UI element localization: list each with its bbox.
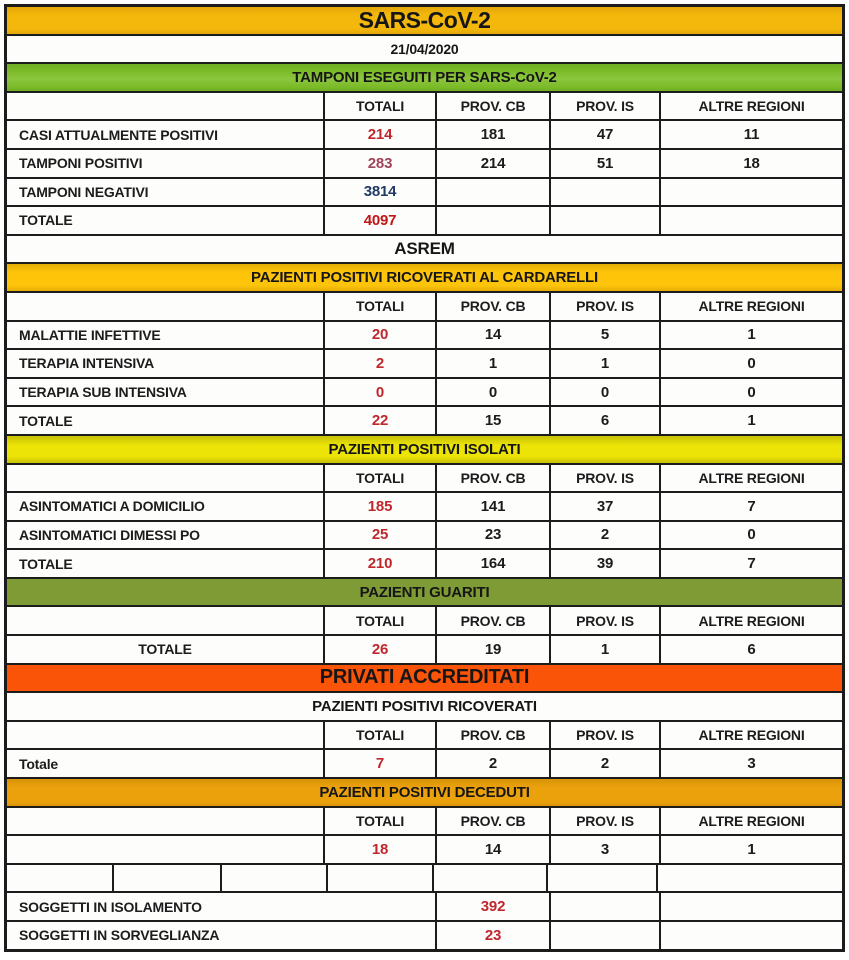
spacer-row: [7, 865, 842, 892]
value-cell: 164: [437, 550, 549, 577]
value-cell: 392: [437, 893, 549, 920]
row-label: TOTALE: [7, 407, 323, 434]
value-cell: 15: [437, 407, 549, 434]
title-band: SARS-CoV-2: [7, 7, 842, 34]
column-header-row: [7, 465, 842, 492]
col-header-altre-regioni: ALTRE REGIONI: [661, 293, 842, 320]
value-cell: 18: [325, 836, 435, 863]
col-header-totali: TOTALI: [325, 808, 435, 835]
band-positivi-ricoverati: PAZIENTI POSITIVI RICOVERATI: [7, 693, 842, 720]
band-pazienti-guariti: PAZIENTI GUARITI: [7, 579, 842, 606]
header-empty-cell: [7, 722, 323, 749]
table-row: [7, 350, 842, 377]
spacer-cell: [114, 865, 220, 892]
value-cell: [551, 179, 659, 206]
table-row: [7, 322, 842, 349]
value-cell: 0: [661, 522, 842, 549]
spacer-cell: [328, 865, 432, 892]
col-header-totali: TOTALI: [325, 465, 435, 492]
value-cell: 214: [325, 121, 435, 148]
value-cell: 6: [661, 636, 842, 663]
col-header-altre-regioni: ALTRE REGIONI: [661, 808, 842, 835]
row-label: TERAPIA SUB INTENSIVA: [7, 379, 323, 406]
value-cell: 141: [437, 493, 549, 520]
row-label: Totale: [7, 750, 323, 777]
table-row: [7, 493, 842, 520]
band-positivi-isolati: PAZIENTI POSITIVI ISOLATI: [7, 436, 842, 463]
value-cell: 7: [661, 550, 842, 577]
value-cell: 283: [325, 150, 435, 177]
col-header-prov-is: PROV. IS: [551, 465, 659, 492]
header-empty-cell: [7, 808, 323, 835]
header-empty-cell: [7, 465, 323, 492]
value-cell: 0: [437, 379, 549, 406]
col-header-prov-cb: PROV. CB: [437, 93, 549, 120]
value-cell: [661, 179, 842, 206]
band-tamponi-eseguiti: TAMPONI ESEGUITI PER SARS-CoV-2: [7, 64, 842, 91]
table-row: [7, 179, 842, 206]
value-cell: 39: [551, 550, 659, 577]
spacer-cell: [434, 865, 546, 892]
value-cell: 11: [661, 121, 842, 148]
table-row: [7, 121, 842, 148]
table-row: [7, 407, 842, 434]
spacer-cell: [658, 865, 842, 892]
band-ricoverati-cardarelli: PAZIENTI POSITIVI RICOVERATI AL CARDARELLI: [7, 264, 842, 291]
value-cell: [661, 207, 842, 234]
row-label: TAMPONI NEGATIVI: [7, 179, 323, 206]
header-empty-cell: [7, 93, 323, 120]
row-label: SOGGETTI IN SORVEGLIANZA: [7, 922, 435, 949]
col-header-prov-cb: PROV. CB: [437, 722, 549, 749]
value-cell: 20: [325, 322, 435, 349]
col-header-prov-is: PROV. IS: [551, 607, 659, 634]
value-cell: 0: [325, 379, 435, 406]
col-header-totali: TOTALI: [325, 93, 435, 120]
date-band: 21/04/2020: [7, 36, 842, 63]
row-label: ASINTOMATICI DIMESSI PO: [7, 522, 323, 549]
col-header-totali: TOTALI: [325, 293, 435, 320]
table-row: [7, 522, 842, 549]
value-cell: 7: [325, 750, 435, 777]
col-header-prov-is: PROV. IS: [551, 93, 659, 120]
column-header-row: [7, 607, 842, 634]
spacer-cell: [222, 865, 326, 892]
row-label: TOTALE: [7, 636, 323, 663]
value-cell: 2: [437, 750, 549, 777]
band-positivi-deceduti: PAZIENTI POSITIVI DECEDUTI: [7, 779, 842, 806]
table-row: [7, 750, 842, 777]
row-label: CASI ATTUALMENTE POSITIVI: [7, 121, 323, 148]
value-cell: 1: [551, 350, 659, 377]
column-header-row: [7, 808, 842, 835]
row-label: ASINTOMATICI A DOMICILIO: [7, 493, 323, 520]
value-cell: [551, 207, 659, 234]
value-cell: 1: [661, 407, 842, 434]
row-label: TOTALE: [7, 550, 323, 577]
column-header-row: [7, 293, 842, 320]
spacer-cell: [7, 865, 112, 892]
value-cell: 1: [661, 322, 842, 349]
row-label: SOGGETTI IN ISOLAMENTO: [7, 893, 435, 920]
col-header-totali: TOTALI: [325, 722, 435, 749]
value-cell: 22: [325, 407, 435, 434]
value-cell: [551, 893, 659, 920]
value-cell: 14: [437, 322, 549, 349]
column-header-row: [7, 93, 842, 120]
value-cell: 5: [551, 322, 659, 349]
table-row: [7, 550, 842, 577]
col-header-prov-cb: PROV. CB: [437, 293, 549, 320]
value-cell: 2: [551, 522, 659, 549]
value-cell: [661, 922, 842, 949]
row-label: [7, 836, 323, 863]
value-cell: 18: [661, 150, 842, 177]
value-cell: 26: [325, 636, 435, 663]
value-cell: 210: [325, 550, 435, 577]
value-cell: 7: [661, 493, 842, 520]
value-cell: [551, 922, 659, 949]
value-cell: 3: [551, 836, 659, 863]
value-cell: 23: [437, 522, 549, 549]
spacer-cell: [548, 865, 656, 892]
col-header-prov-is: PROV. IS: [551, 293, 659, 320]
value-cell: 0: [661, 379, 842, 406]
value-cell: 19: [437, 636, 549, 663]
covid-report-table: [4, 4, 845, 952]
row-label: TOTALE: [7, 207, 323, 234]
value-cell: 25: [325, 522, 435, 549]
value-cell: 4097: [325, 207, 435, 234]
col-header-altre-regioni: ALTRE REGIONI: [661, 93, 842, 120]
row-label: TERAPIA INTENSIVA: [7, 350, 323, 377]
table-row: [7, 150, 842, 177]
value-cell: 3814: [325, 179, 435, 206]
value-cell: 3: [661, 750, 842, 777]
table-row: [7, 207, 842, 234]
row-label: MALATTIE INFETTIVE: [7, 322, 323, 349]
value-cell: [661, 893, 842, 920]
value-cell: 14: [437, 836, 549, 863]
col-header-prov-cb: PROV. CB: [437, 808, 549, 835]
header-empty-cell: [7, 607, 323, 634]
value-cell: 51: [551, 150, 659, 177]
col-header-altre-regioni: ALTRE REGIONI: [661, 465, 842, 492]
value-cell: 2: [551, 750, 659, 777]
header-empty-cell: [7, 293, 323, 320]
value-cell: 23: [437, 922, 549, 949]
value-cell: 0: [551, 379, 659, 406]
col-header-prov-is: PROV. IS: [551, 808, 659, 835]
col-header-totali: TOTALI: [325, 607, 435, 634]
table-row: [7, 636, 842, 663]
col-header-altre-regioni: ALTRE REGIONI: [661, 722, 842, 749]
value-cell: 0: [661, 350, 842, 377]
row-label: TAMPONI POSITIVI: [7, 150, 323, 177]
value-cell: 185: [325, 493, 435, 520]
band-privati-accreditati: PRIVATI ACCREDITATI: [7, 665, 842, 692]
value-cell: 6: [551, 407, 659, 434]
band-asrem: ASREM: [7, 236, 842, 263]
value-cell: 1: [437, 350, 549, 377]
col-header-altre-regioni: ALTRE REGIONI: [661, 607, 842, 634]
col-header-prov-cb: PROV. CB: [437, 607, 549, 634]
column-header-row: [7, 722, 842, 749]
table-row-wide: [7, 922, 842, 949]
value-cell: 37: [551, 493, 659, 520]
table-row: [7, 836, 842, 863]
value-cell: [437, 179, 549, 206]
value-cell: 1: [661, 836, 842, 863]
value-cell: 2: [325, 350, 435, 377]
table-row-wide: [7, 893, 842, 920]
value-cell: 181: [437, 121, 549, 148]
col-header-prov-is: PROV. IS: [551, 722, 659, 749]
table-row: [7, 379, 842, 406]
value-cell: 1: [551, 636, 659, 663]
value-cell: [437, 207, 549, 234]
col-header-prov-cb: PROV. CB: [437, 465, 549, 492]
value-cell: 214: [437, 150, 549, 177]
value-cell: 47: [551, 121, 659, 148]
